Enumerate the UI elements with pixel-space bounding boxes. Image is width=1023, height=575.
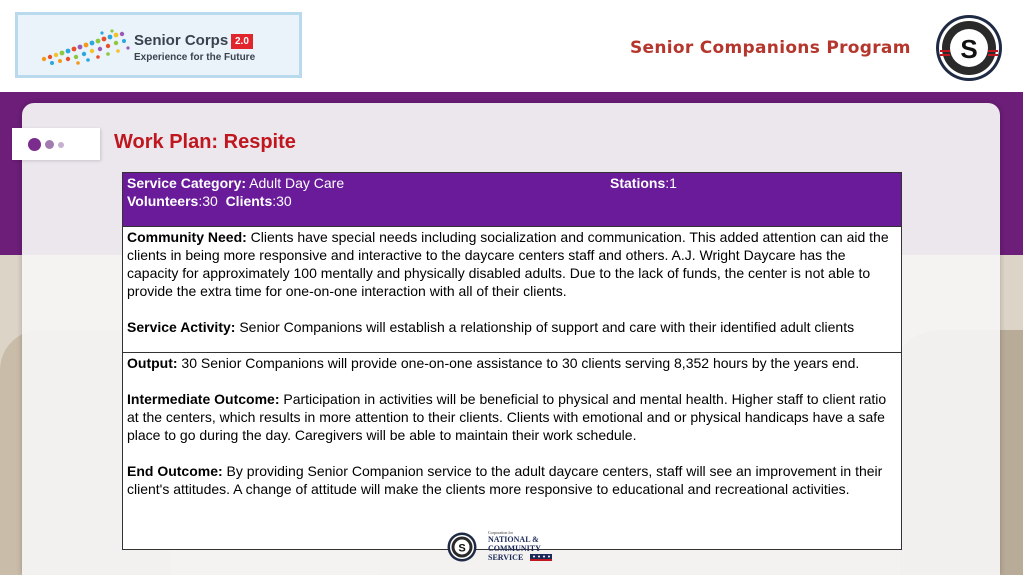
ncs-small-text: Corporation for <box>488 530 513 535</box>
table-row-outcomes <box>123 353 901 549</box>
intermediate-outcome <box>127 390 897 444</box>
title-bullet-icon <box>58 142 64 148</box>
ncs-line2: COMMUNITY <box>488 544 541 553</box>
output-label: Output: <box>127 355 178 371</box>
service-category-value: Adult Day Care <box>246 175 345 191</box>
community-need <box>127 228 897 300</box>
header-band <box>0 0 1023 92</box>
flag-stars-icon <box>530 554 552 561</box>
intermediate-outcome-label: Intermediate Outcome: <box>127 391 280 407</box>
end-outcome <box>127 462 897 498</box>
output <box>127 354 897 372</box>
senior-corps-seal-icon <box>935 14 1003 82</box>
volunteers-label: Volunteers <box>127 193 199 209</box>
program-name: Senior Companions Program <box>630 38 911 58</box>
volunteers-value: :30 <box>198 193 218 209</box>
community-need-label: Community Need: <box>127 229 247 245</box>
table-row-need-activity <box>123 227 901 353</box>
svg-text:S: S <box>458 542 466 555</box>
ncs-line3: SERVICE <box>488 553 524 562</box>
end-outcome-text: By providing Senior Companion service to the adult daycare centers, staff will see an improvement in their client's attitudes. A change of attitude will make the clients more responsive to educational and recreational activities. <box>127 463 883 497</box>
stations-value: :1 <box>665 175 677 191</box>
end-outcome-label: End Outcome: <box>127 463 223 479</box>
service-activity-text: Senior Companions will establish a relationship of support and care with their identified adult clients <box>235 319 855 335</box>
stations-cell <box>610 174 677 192</box>
brand-tagline: Experience for the Future <box>134 52 256 63</box>
title-bullet-icon <box>45 140 54 149</box>
clients-value: :30 <box>272 193 292 209</box>
brand-badge: 2.0 <box>231 34 253 49</box>
national-community-service-logo <box>488 530 558 564</box>
senior-corps-logo <box>15 12 302 78</box>
title-bullet-icon <box>28 138 41 151</box>
service-activity <box>127 318 897 336</box>
seal-letter: S <box>960 34 978 64</box>
senior-corps-footer-seal-icon <box>447 532 477 562</box>
service-activity-label: Service Activity: <box>127 319 236 335</box>
community-need-text: Clients have special needs including socialization and communication. This added attention can aid the clients in being more responsive and interactive to the daycare centers staff and others. A.J. Wright Daycare has the capacity for approximately 100 mentally and physically disabled adults. Due to the lack of funds, the center is not able to provide the extra time for one-on-one interaction with all of their clients. <box>127 229 889 299</box>
brand-title: Senior Corps <box>134 32 229 49</box>
stations-label: Stations <box>610 175 666 191</box>
slide-title: Work Plan: Respite <box>114 131 296 153</box>
ncs-line1: NATIONAL & <box>488 535 539 544</box>
dots-graphic-icon <box>38 29 134 69</box>
intermediate-outcome-text: Participation in activities will be beneficial to physical and mental health. Higher staff to client ratio at the centers, which results in more attention to their clients. Clients with emotional and or physical handicaps have a safe place to go during the day. Caregivers will be able to maintain their work schedule. <box>127 391 887 443</box>
title-tab <box>12 128 100 160</box>
work-plan-table <box>122 172 902 550</box>
clients-label: Clients <box>225 193 273 209</box>
output-text: 30 Senior Companions will provide one-on-one assistance to 30 clients serving 8,352 hours by the years end. <box>177 355 860 371</box>
table-header-row <box>123 173 901 227</box>
service-category-label: Service Category: <box>127 175 247 191</box>
